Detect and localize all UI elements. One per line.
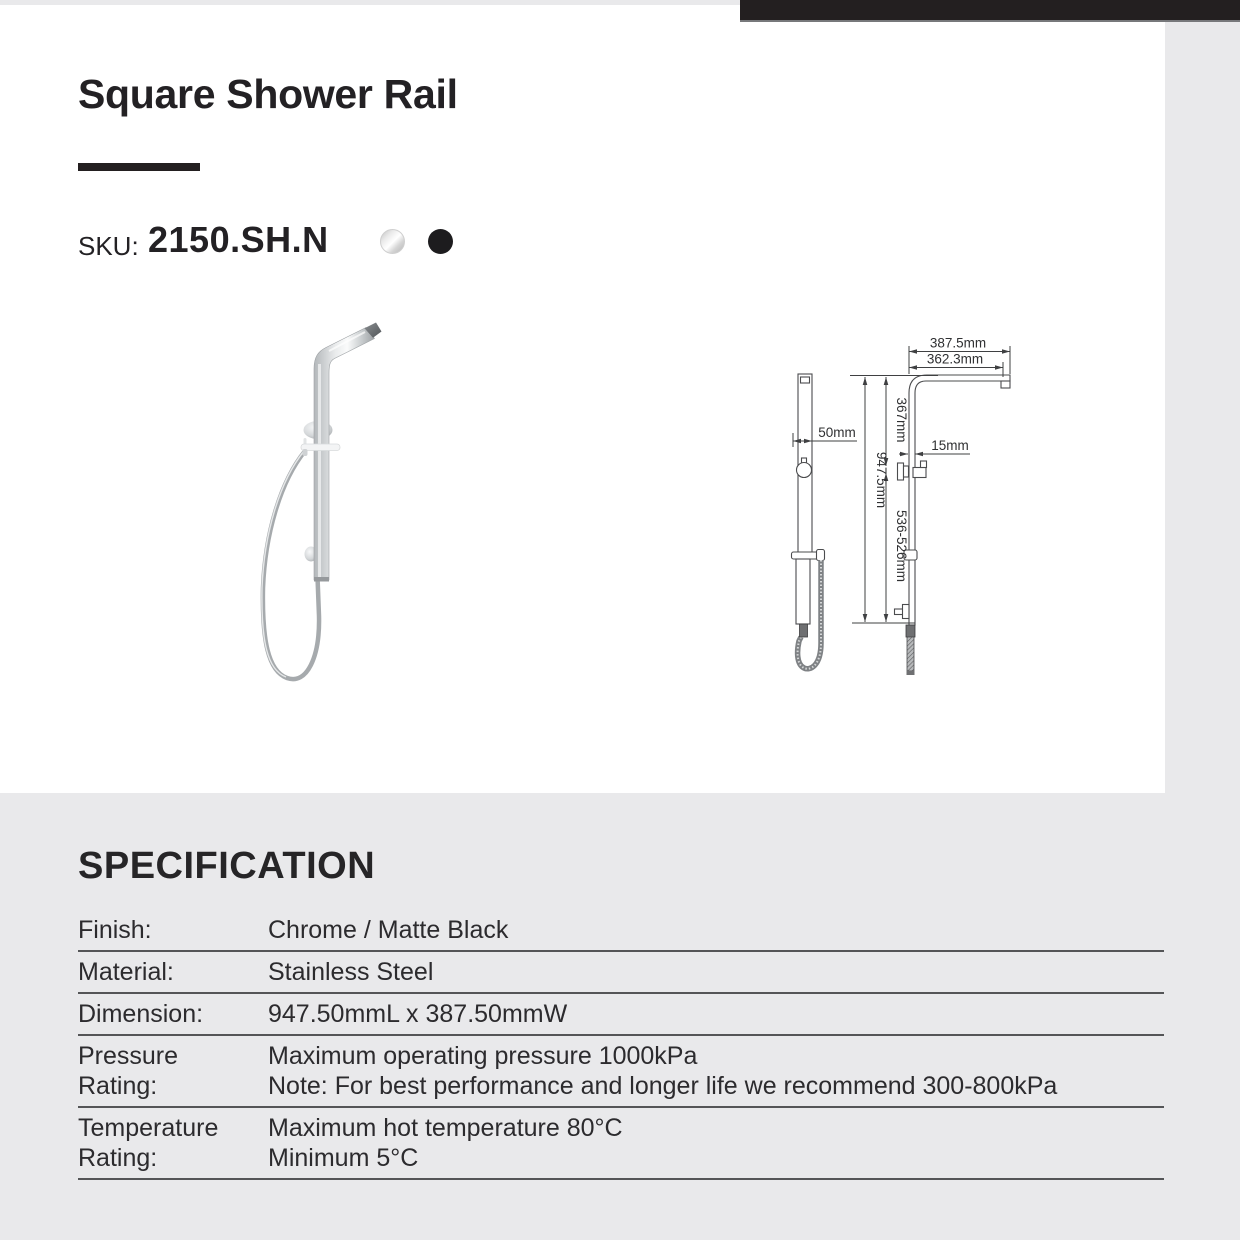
front-hose xyxy=(907,637,914,671)
row-value: Maximum operating pressure 1000kPa xyxy=(268,1042,698,1070)
table-row-pressure-rating xyxy=(78,1036,1164,1108)
row-label: Pressure xyxy=(78,1042,179,1070)
row-label: Rating: xyxy=(78,1144,158,1172)
hose-connector xyxy=(303,449,308,456)
dim-total-height: 947.5mm xyxy=(874,451,889,509)
product-photo xyxy=(230,310,450,700)
rail-highlight xyxy=(318,364,321,578)
sku-value: 2150.SH.N xyxy=(148,219,329,260)
side-hose-hook xyxy=(817,550,825,561)
sku-label: SKU: xyxy=(78,231,139,261)
row-value: 947.50mmL x 387.50mmW xyxy=(268,1000,568,1028)
dim-head-drop: 367mm xyxy=(894,397,909,443)
diverter-knob xyxy=(921,461,927,468)
front-hose-connector xyxy=(906,625,915,637)
hose xyxy=(263,451,319,679)
front-hose-cap xyxy=(907,671,915,675)
technical-drawing xyxy=(780,325,1030,690)
dim-lower-range: 536-526mm xyxy=(894,509,909,583)
front-arm-bracket xyxy=(1001,381,1010,388)
front-rail xyxy=(909,375,1010,625)
rail-bottom-cap xyxy=(314,577,329,582)
row-value: Note: For best performance and longer life we recommend 300-800kPa xyxy=(268,1072,1058,1100)
side-rail-top-detail xyxy=(801,377,810,383)
rail-body xyxy=(314,328,375,581)
table-row-material xyxy=(78,952,1164,994)
row-value: Minimum 5°C xyxy=(268,1144,419,1172)
row-value: Chrome / Matte Black xyxy=(268,916,509,944)
side-handshower xyxy=(796,559,810,624)
brand-bar xyxy=(740,0,1240,22)
dim-rail-width: 15mm xyxy=(931,438,969,453)
tee-outlet-body xyxy=(903,605,910,619)
top-gray-line xyxy=(0,0,740,5)
dim-wall-offset: 50mm xyxy=(818,425,856,440)
diverter-flange xyxy=(898,463,904,480)
table-row-dimension xyxy=(78,994,1164,1036)
row-label: Finish: xyxy=(78,916,152,944)
page-title: Square Shower Rail xyxy=(78,71,458,117)
diverter-neck xyxy=(904,466,909,477)
diverter-body xyxy=(913,468,926,478)
row-label: Temperature xyxy=(78,1114,219,1142)
right-gray-strip xyxy=(1165,22,1240,793)
dim-arm-length: 362.3mm xyxy=(926,351,984,367)
side-knob xyxy=(797,463,812,478)
row-label: Material: xyxy=(78,958,174,986)
row-value: Maximum hot temperature 80°C xyxy=(268,1114,623,1142)
chrome-finish-swatch-icon xyxy=(380,229,405,254)
row-value: Stainless Steel xyxy=(268,958,434,986)
specification-heading: SPECIFICATION xyxy=(78,845,376,887)
side-hose-connector xyxy=(800,624,808,637)
row-label: Rating: xyxy=(78,1072,158,1100)
specification-table xyxy=(78,910,1164,1180)
row-label: Dimension: xyxy=(78,1000,204,1028)
table-row-finish xyxy=(78,910,1164,952)
title-underline xyxy=(78,163,200,171)
side-slider-bracket xyxy=(792,552,819,559)
table-row-temperature-rating xyxy=(78,1108,1164,1180)
matte-black-finish-swatch-icon xyxy=(428,229,453,254)
dim-top-width: 387.5mm xyxy=(929,335,987,351)
